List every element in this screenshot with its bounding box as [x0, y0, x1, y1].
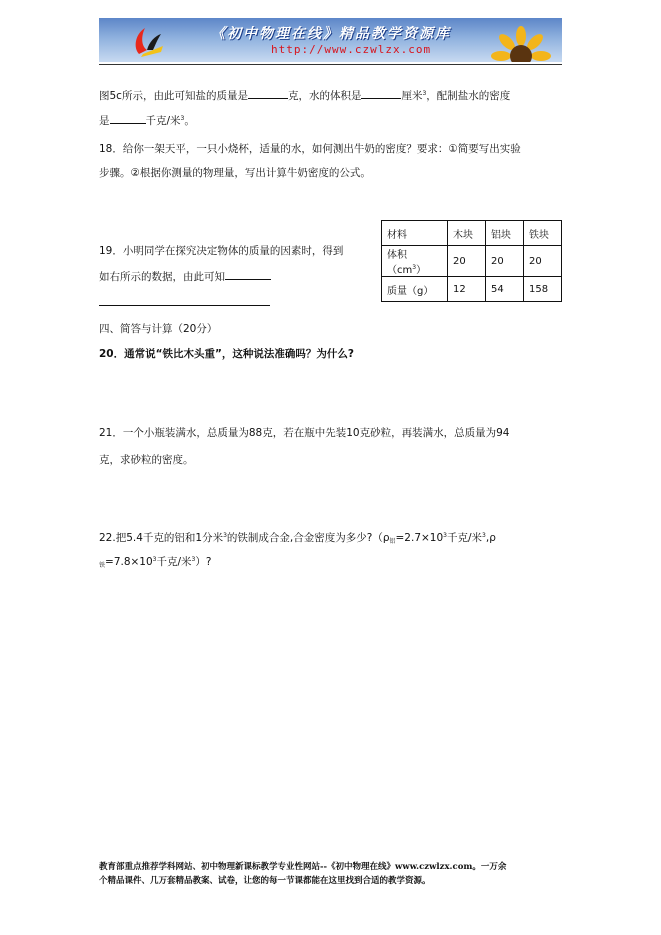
header-banner	[99, 18, 562, 62]
table-row: 体积$(cm^3)$ 20 20 20	[382, 246, 562, 277]
q17-line-1: 图5c所示，由此可知盐的质量是 克，水的体积是 厘米$^3$，配制盐水的密度	[99, 87, 510, 103]
q17-line-2: 是 千克/米$^3$。	[99, 112, 195, 128]
q22-line-2: $_铁=7.8\times 10^3$千克/米$^3$）?	[99, 556, 212, 569]
q22-line-1: 22.把5.4千克的铝和1分米$^3$的铁制成合金,合金密度为多少$?(\rho_铝=2.7\times 10^3$千克/米$^3$,ρ	[99, 532, 496, 545]
sunflower-icon	[491, 26, 551, 62]
section-heading: 四、简答与计算（20分）	[99, 323, 218, 335]
table-row: 质量（g） 12 54 158	[382, 277, 562, 302]
q19-line-1: 19．小明同学在探究决定物体的质量的因素时，得到	[99, 245, 344, 257]
q21-line-2: 克，求砂粒的密度。	[99, 454, 194, 466]
answer-blank	[110, 112, 146, 124]
banner-title: 《初中物理在线》精品教学资源库	[211, 26, 451, 42]
q18-line-2: 步骤。②根据你测量的物理量，写出计算牛奶密度的公式。	[99, 167, 371, 179]
answer-line	[99, 305, 270, 306]
q18-line-1: 18．给你一架天平，一只小烧杯，适量的水，如何测出牛奶的密度？要求：①简要写出实验	[99, 143, 521, 155]
data-table	[381, 220, 562, 302]
footer-note: 教育部重点推荐学科网站、初中物理新课标教学专业性网站--《初中物理在线》www.czwlzx.com。一万余 个精品课件、几万套精品教案、试卷，让您的每一节课都能在这里找到合适的教学资源。	[99, 862, 507, 886]
answer-blank	[361, 87, 401, 99]
q21-line-1: 21．一个小瓶装满水，总质量为88克，若在瓶中先装10克砂粒，再装满水，总质量为94	[99, 427, 510, 439]
answer-blank	[248, 87, 288, 99]
banner-url[interactable]: http://www.czwlzx.com	[271, 43, 432, 56]
answer-blank	[225, 268, 271, 280]
q20: 20．通常说“铁比木头重”，这种说法准确吗？为什么?	[99, 348, 355, 360]
table-row: 材料 木块 铝块 铁块	[382, 221, 562, 246]
q19-line-2: 如右所示的数据，由此可知	[99, 268, 271, 284]
site-logo-icon	[129, 24, 165, 58]
header-divider	[99, 64, 562, 65]
